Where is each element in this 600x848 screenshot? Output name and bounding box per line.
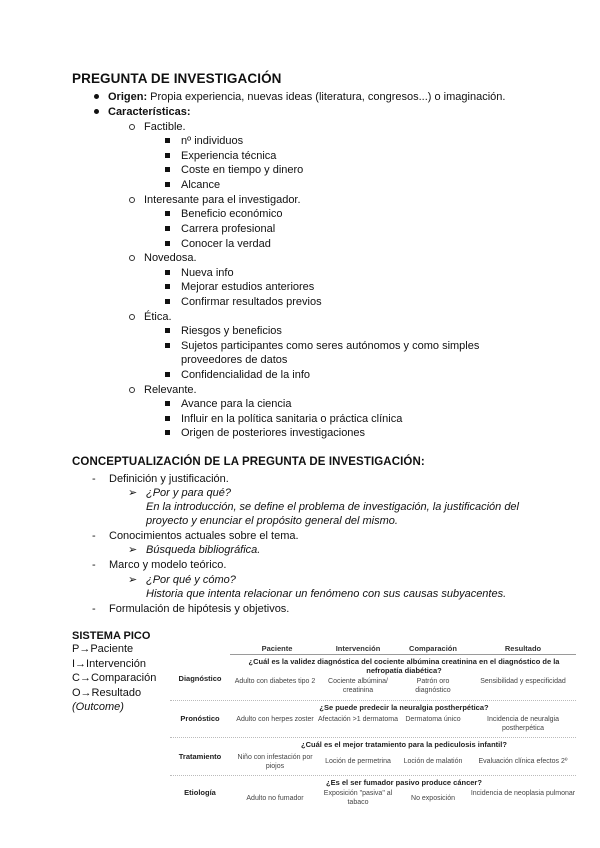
bullet-square-icon <box>164 412 174 426</box>
group-label: Ética. <box>144 311 172 323</box>
dash-icon: - <box>92 473 96 485</box>
pico-p: P→Paciente <box>72 643 134 655</box>
table-cell: Adulto no fumador <box>246 795 304 802</box>
dash-icon: - <box>92 603 96 615</box>
table-cell: Dermatoma único <box>405 716 461 723</box>
concept-sub: Búsqueda bibliográfica. <box>146 544 261 556</box>
list-item: Confidencialidad de la info <box>181 369 311 381</box>
list-item: Origen de posteriores investigaciones <box>181 427 366 439</box>
table-cell: Loción de malatión <box>403 758 463 765</box>
concept-text: proyecto y enunciar el propósito general del mismo. <box>146 515 398 527</box>
bullet-circle-icon <box>128 193 138 207</box>
list-item: Beneficio económico <box>181 208 283 220</box>
row-separator <box>170 737 576 738</box>
list-item: Sujetos participantes como seres autónomos y como simples <box>181 340 480 352</box>
table-cell: Sensibilidad y especificidad <box>480 678 566 685</box>
list-item: Avance para la ciencia <box>181 398 292 410</box>
table-header: Intervención <box>335 644 381 653</box>
concept-text: Historia que intenta relacionar un fenómeno con sus causas subyacentes. <box>146 588 507 600</box>
table-header: Paciente <box>261 644 293 653</box>
dash-icon: - <box>92 530 96 542</box>
pico-title: SISTEMA PICO <box>72 630 151 642</box>
bullet-square-icon <box>164 295 174 309</box>
table-cell: Incidencia de neuralgia postherpética <box>487 716 559 732</box>
bullet-square-icon <box>164 178 174 192</box>
bullet-disc-icon <box>92 90 102 104</box>
table-cell: Afectación >1 dermatoma <box>318 716 398 723</box>
concept-sub: ¿Por qué y cómo? <box>146 574 236 586</box>
group-label: Factible. <box>144 121 186 133</box>
pico-legend <box>72 630 156 715</box>
row-separator <box>170 700 576 701</box>
arrow-bullet-icon: ➢ <box>128 487 138 499</box>
list-item: Conocer la verdad <box>181 238 271 250</box>
table-cell: Patrón oro diagnóstico <box>415 678 451 694</box>
caracteristicas-label: Características: <box>108 106 191 118</box>
bullet-square-icon <box>164 397 174 411</box>
row-label: Tratamiento <box>178 752 222 761</box>
pico-c: C→Comparación <box>72 672 157 684</box>
list-item: nº individuos <box>181 135 244 147</box>
table-cell: No exposición <box>411 795 455 802</box>
bullet-circle-icon <box>128 383 138 397</box>
table-cell: Incidencia de neoplasia pulmonar <box>470 790 576 797</box>
table-cell: Cociente albúmina/ creatinina <box>328 678 388 694</box>
row-label: Diagnóstico <box>178 674 222 683</box>
row-label: Pronóstico <box>180 714 220 723</box>
concept-sub: ¿Por y para qué? <box>146 487 231 499</box>
bullet-square-icon <box>164 207 174 221</box>
bullet-square-icon <box>164 163 174 177</box>
row-question: ¿Es el ser fumador pasivo produce cáncer? <box>326 778 482 787</box>
pico-i: I→Intervención <box>72 657 146 670</box>
list-item: Coste en tiempo y dinero <box>181 164 304 176</box>
section-title: CONCEPTUALIZACIÓN DE LA PREGUNTA DE INVESTIGACIÓN: <box>72 456 425 468</box>
bullet-disc-icon <box>92 105 102 119</box>
pico-outcome: (Outcome) <box>72 701 124 713</box>
concept-item: Conocimientos actuales sobre el tema. <box>109 530 299 542</box>
bullet-square-icon <box>164 280 174 294</box>
table-rule <box>230 654 576 655</box>
page-title: PREGUNTA DE INVESTIGACIÓN <box>72 71 282 86</box>
group-label: Interesante para el investigador. <box>144 194 301 206</box>
group-label: Novedosa. <box>144 252 197 264</box>
table-header: Comparación <box>409 644 457 653</box>
dash-icon: - <box>92 559 96 571</box>
list-item: Alcance <box>181 179 221 191</box>
row-separator <box>170 775 576 776</box>
bullet-square-icon <box>164 324 174 338</box>
bullet-circle-icon <box>128 310 138 324</box>
row-question: ¿Cuál es el mejor tratamiento para la pediculosis infantil? <box>301 740 507 749</box>
list-item: Mejorar estudios anteriores <box>181 281 315 293</box>
origen-label: Origen: <box>108 91 148 103</box>
table-cell: Evaluación clínica efectos 2º <box>478 758 568 765</box>
bullet-square-icon <box>164 426 174 440</box>
bullet-square-icon <box>164 134 174 148</box>
bullet-circle-icon <box>128 251 138 265</box>
list-item: Carrera profesional <box>181 223 276 235</box>
list-item: Influir en la política sanitaria o práctica clínica <box>181 413 403 425</box>
arrow-bullet-icon: ➢ <box>128 574 138 586</box>
bullet-square-icon <box>164 266 174 280</box>
bullet-circle-icon <box>128 120 138 134</box>
table-cell: Loción de permetrina <box>325 758 391 765</box>
bullet-square-icon <box>164 149 174 163</box>
bullet-square-icon <box>164 368 174 382</box>
origen-text: Propia experiencia, nuevas ideas (literatura, congresos...) o imaginación. <box>147 91 506 103</box>
list-item: Riesgos y beneficios <box>181 325 282 337</box>
pico-o: O→Resultado <box>72 686 142 699</box>
bullet-square-icon <box>164 222 174 236</box>
list-item-continuation: proveedores de datos <box>181 354 288 366</box>
table-cell: Adulto con herpes zoster <box>236 716 314 723</box>
origen-line <box>108 90 505 104</box>
arrow-bullet-icon: ➢ <box>128 544 138 556</box>
list-item: Experiencia técnica <box>181 150 277 162</box>
table-cell: Niño con infestación por piojos <box>237 754 313 770</box>
bullet-square-icon <box>164 237 174 251</box>
concept-item: Definición y justificación. <box>109 473 229 485</box>
group-label: Relevante. <box>144 384 197 396</box>
bullet-square-icon <box>164 339 174 353</box>
table-cell: Adulto con diabetes tipo 2 <box>234 678 316 685</box>
concept-item: Marco y modelo teórico. <box>109 559 227 571</box>
concept-item: Formulación de hipótesis y objetivos. <box>109 603 290 615</box>
concept-text: En la introducción, se define el problema de investigación, la justificación del <box>146 501 519 513</box>
row-label: Etiología <box>184 788 216 797</box>
list-item: Confirmar resultados previos <box>181 296 322 308</box>
table-header: Resultado <box>504 644 542 653</box>
list-item: Nueva info <box>181 267 234 279</box>
row-question: ¿Se puede predecir la neuralgia postherpética? <box>319 703 489 712</box>
row-question: ¿Cuál es la validez diagnóstica del cociente albúmina creatinina en el diagnóstico de la nefropatía diabética? <box>248 657 560 675</box>
table-cell: Exposición "pasiva" al tabaco <box>323 790 393 806</box>
